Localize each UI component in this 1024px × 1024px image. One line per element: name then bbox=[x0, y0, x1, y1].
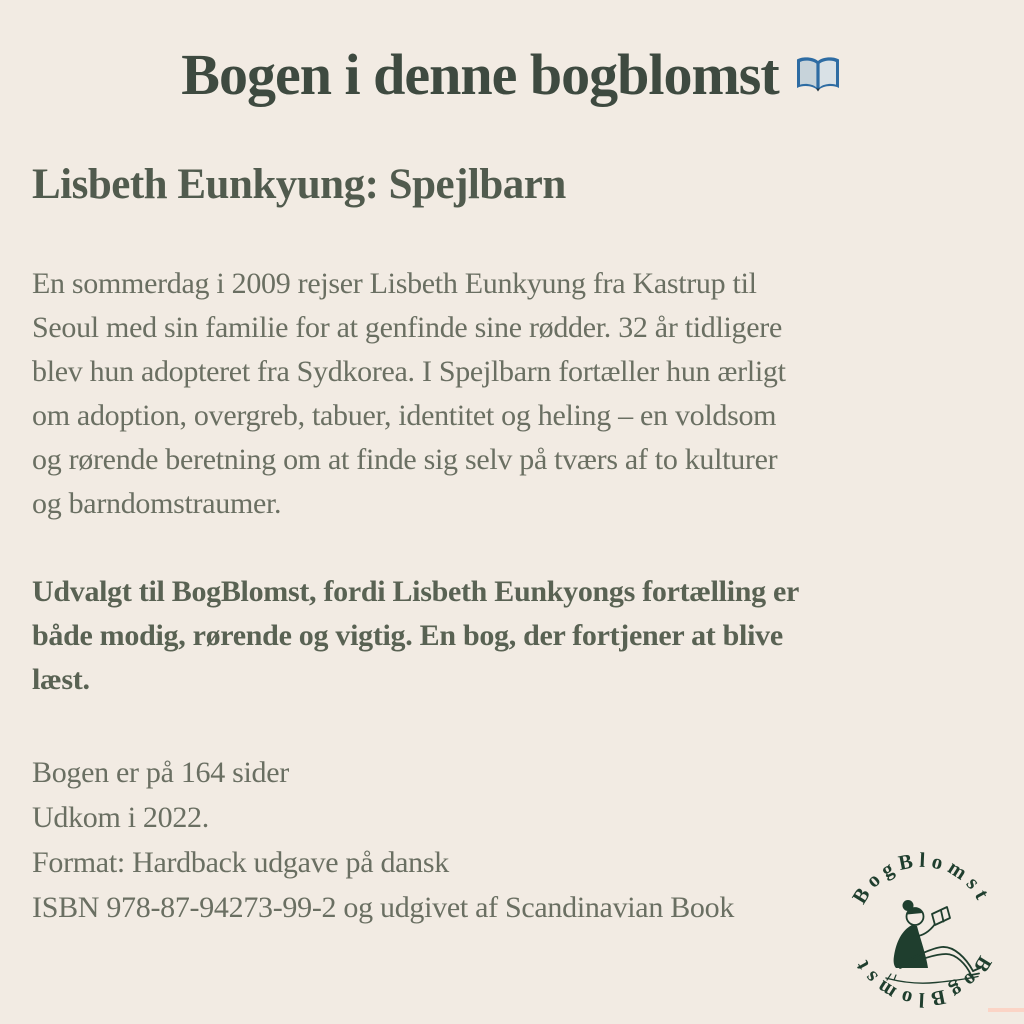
page-title bbox=[0, 40, 1024, 110]
description-line: blev hun adopteret fra Sydkorea. I Spejlbarn fortæller hun ærligt bbox=[32, 355, 786, 388]
logo-arc-text-top: BogBlomst bbox=[847, 847, 998, 908]
description-line: og barndomstraumer. bbox=[32, 487, 282, 520]
svg-text:BogBlomst BogBlomst bbox=[847, 848, 997, 1013]
page-title-text: Bogen i denne bogblomst bbox=[181, 42, 779, 107]
detail-year: Udkom i 2022. bbox=[32, 801, 209, 834]
logo-arc-text-bottom: BogBlomst bbox=[846, 952, 997, 1013]
selection-reason-line: Udvalgt til BogBlomst, fordi Lisbeth Eunkyongs fortælling er bbox=[32, 575, 800, 608]
open-book-emoji-icon bbox=[793, 54, 843, 96]
detail-format: Format: Hardback udgave på dansk bbox=[32, 846, 449, 879]
bogblomst-logo bbox=[836, 844, 1008, 1016]
book-author-title-heading: Lisbeth Eunkyung: Spejlbarn bbox=[32, 161, 566, 208]
description-line: om adoption, overgreb, tabuer, identitet og heling – en voldsom bbox=[32, 399, 777, 432]
book-description bbox=[32, 262, 786, 526]
detail-isbn-publisher: ISBN 978-87-94273-99-2 og udgivet af Scandinavian Book bbox=[32, 891, 735, 924]
pink-accent-line bbox=[988, 1008, 1024, 1012]
selection-reason-line: læst. bbox=[32, 663, 90, 696]
description-line: En sommerdag i 2009 rejser Lisbeth Eunkyung fra Kastrup til bbox=[32, 267, 757, 300]
detail-pages: Bogen er på 164 sider bbox=[32, 756, 289, 789]
book-details bbox=[32, 750, 734, 930]
selection-reason-line: både modig, rørende og vigtig. En bog, der fortjener at blive bbox=[32, 619, 783, 652]
description-line: Seoul med sin familie for at genfinde sine rødder. 32 år tidligere bbox=[32, 311, 782, 344]
selection-reason-paragraph bbox=[32, 570, 799, 702]
description-line: og rørende beretning om at finde sig selv på tværs af to kulturer bbox=[32, 443, 778, 476]
